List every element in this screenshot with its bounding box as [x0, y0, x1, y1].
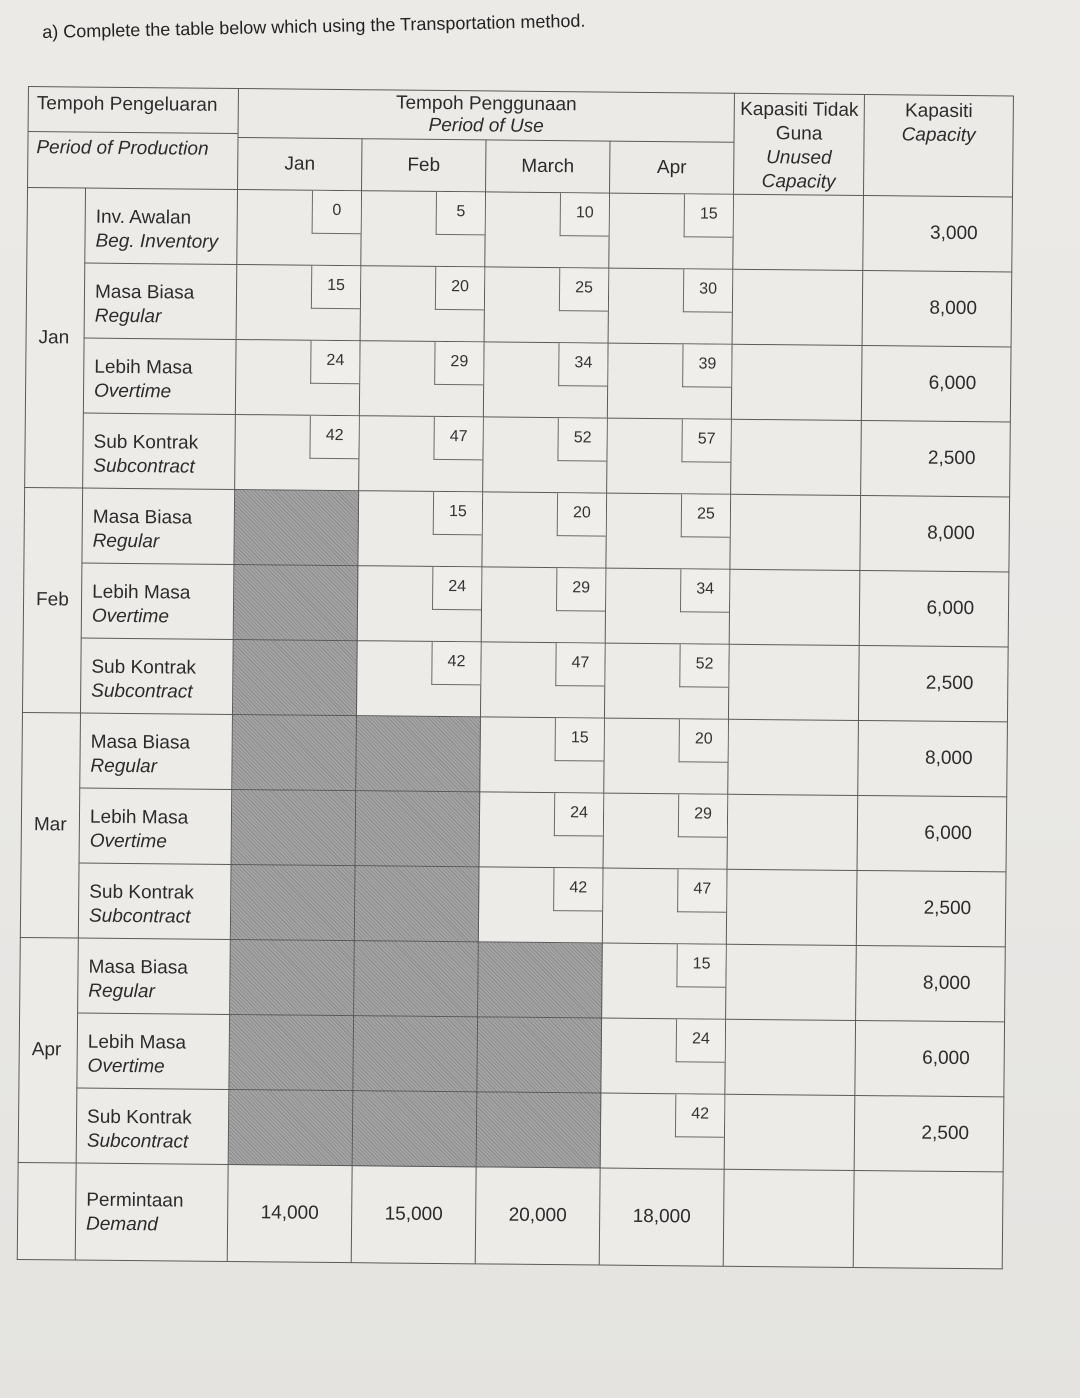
unit-cost-box: 20: [557, 493, 606, 536]
unused-label-ms-1: Kapasiti Tidak: [740, 98, 859, 121]
allocation-cell-march: [479, 792, 604, 868]
allocation-cell-feb: [360, 266, 485, 342]
source-label-ms: Masa Biasa: [88, 956, 188, 979]
production-period-header: [28, 87, 239, 190]
unit-cost-box: 29: [434, 342, 483, 385]
capacity-value: 8,000: [862, 271, 1012, 347]
demand-row: [17, 1162, 1003, 1268]
blocked-cell: [352, 1091, 477, 1167]
unit-cost-box: 52: [679, 644, 728, 687]
allocation-cell-feb: [359, 416, 484, 492]
production-label-en: Period of Production: [36, 137, 209, 160]
allocation-cell-apr: [602, 868, 727, 944]
unused-capacity-cell: [731, 419, 862, 495]
blocked-cell: [234, 490, 359, 566]
allocation-cell-apr: [606, 493, 731, 569]
unit-cost-box: 42: [431, 642, 480, 685]
capacity-value: 8,000: [860, 496, 1010, 572]
instruction-text: a) Complete the table below which using the Transportation method.: [42, 10, 586, 42]
blocked-cell: [230, 939, 355, 1015]
blocked-cell: [228, 1089, 353, 1165]
period-label: Apr: [18, 937, 78, 1163]
source-label-en: Overtime: [91, 605, 170, 628]
source-label-en: Overtime: [93, 380, 172, 403]
month-header-march: March: [486, 140, 610, 193]
unit-cost-box: 52: [557, 418, 606, 461]
allocation-cell-feb: [358, 491, 483, 567]
demand-label-ms: Permintaan: [86, 1189, 184, 1212]
source-label-ms: Lebih Masa: [92, 581, 191, 604]
allocation-cell-apr: [600, 1093, 725, 1169]
source-label-en: Regular: [90, 755, 158, 778]
source-label-en: Subcontract: [88, 905, 191, 928]
source-label-ms: Inv. Awalan: [95, 206, 192, 229]
allocation-cell-feb: [359, 341, 484, 417]
unit-cost-box: 24: [432, 567, 481, 610]
blocked-cell: [477, 1017, 602, 1093]
allocation-cell-jan: [237, 190, 362, 266]
unused-capacity-cell: [732, 269, 863, 345]
unused-capacity-cell: [729, 569, 860, 645]
unused-label-en-1: Unused: [766, 147, 832, 169]
period-of-use-header: [238, 89, 734, 143]
blocked-cell: [353, 1016, 478, 1092]
source-label-cell: [83, 338, 236, 414]
production-label-ms: Tempoh Pengeluaran: [36, 93, 218, 116]
allocation-cell-apr: [607, 418, 732, 494]
source-label-cell: [80, 638, 233, 714]
source-row: [27, 188, 1013, 272]
unit-cost-box: 42: [675, 1094, 724, 1137]
unused-capacity-cell: [725, 1019, 856, 1095]
source-label-ms: Masa Biasa: [92, 506, 193, 529]
transportation-table: [17, 86, 1014, 1269]
allocation-cell-march: [480, 642, 605, 718]
unit-cost-box: 57: [681, 419, 730, 462]
source-label-en: Beg. Inventory: [95, 230, 219, 253]
source-label-cell: [79, 788, 232, 864]
unit-cost-box: 30: [683, 269, 732, 312]
allocation-cell-march: [482, 492, 607, 568]
unit-cost-box: 24: [676, 1019, 725, 1062]
demand-value-jan: 14,000: [227, 1164, 352, 1262]
unit-cost-box: 10: [560, 193, 609, 236]
source-label-ms: Sub Kontrak: [89, 881, 194, 904]
unit-cost-box: 34: [558, 343, 607, 386]
demand-unused-cell: [723, 1169, 854, 1267]
source-label-cell: [78, 938, 231, 1014]
unused-capacity-cell: [726, 944, 857, 1020]
allocation-cell-feb: [356, 641, 481, 717]
source-row: [24, 487, 1010, 571]
blocked-cell: [476, 1092, 601, 1168]
allocation-cell-march: [483, 417, 608, 493]
capacity-label-ms: Kapasiti: [904, 100, 973, 123]
blocked-cell: [354, 866, 479, 942]
blocked-cell: [232, 714, 357, 790]
unit-cost-box: 24: [310, 341, 359, 384]
source-label-en: Subcontract: [86, 1130, 189, 1153]
capacity-header: [864, 95, 1014, 197]
source-label-ms: Sub Kontrak: [93, 431, 199, 454]
capacity-value: 2,500: [854, 1095, 1004, 1171]
allocation-cell-jan: [235, 415, 360, 491]
use-label-en: Period of Use: [428, 114, 544, 137]
source-label-en: Regular: [92, 530, 160, 553]
month-header-jan: Jan: [238, 138, 362, 191]
source-label-en: Overtime: [87, 1055, 165, 1078]
source-label-ms: Lebih Masa: [87, 1031, 187, 1054]
unused-capacity-cell: [731, 344, 862, 420]
unit-cost-box: 20: [679, 719, 728, 762]
blocked-cell: [354, 941, 479, 1017]
capacity-value: 8,000: [856, 945, 1006, 1021]
demand-capacity-cell: [853, 1170, 1003, 1268]
month-header-feb: Feb: [362, 139, 486, 192]
source-label-ms: Sub Kontrak: [87, 1106, 192, 1129]
allocation-cell-march: [485, 192, 610, 268]
source-row: [26, 262, 1012, 346]
allocation-cell-march: [484, 267, 609, 343]
month-header-apr: Apr: [609, 142, 734, 195]
blocked-cell: [229, 1014, 354, 1090]
source-label-cell: [85, 188, 238, 264]
source-label-cell: [76, 1088, 229, 1164]
blocked-cell: [230, 864, 355, 940]
unused-capacity-cell: [728, 719, 859, 795]
blocked-cell: [356, 716, 481, 792]
capacity-value: 6,000: [855, 1020, 1005, 1096]
source-row: [19, 1012, 1005, 1096]
unit-cost-box: 15: [555, 718, 604, 761]
source-row: [21, 787, 1007, 871]
allocation-cell-apr: [601, 1018, 726, 1094]
blocked-cell: [478, 942, 603, 1018]
demand-value-apr: 18,000: [599, 1168, 724, 1266]
source-row: [22, 637, 1008, 721]
source-row: [25, 412, 1011, 496]
unused-capacity-cell: [726, 869, 857, 945]
unused-capacity-cell: [730, 494, 861, 570]
unused-capacity-cell: [724, 1094, 855, 1170]
source-label-ms: Masa Biasa: [90, 731, 191, 754]
capacity-value: 3,000: [863, 196, 1013, 272]
demand-value-march: 20,000: [475, 1167, 600, 1265]
capacity-label-en: Capacity: [901, 124, 976, 147]
allocation-cell-apr: [608, 268, 733, 344]
unit-cost-box: 29: [556, 568, 605, 611]
source-label-cell: [84, 263, 237, 339]
unit-cost-box: 15: [433, 492, 482, 535]
demand-label-en: Demand: [85, 1213, 159, 1236]
source-row: [18, 1087, 1004, 1171]
blocked-cell: [355, 791, 480, 867]
source-label-en: Subcontract: [93, 455, 195, 478]
allocation-cell-march: [481, 567, 606, 643]
period-label: Feb: [22, 487, 82, 713]
unit-cost-box: 15: [311, 266, 360, 309]
unused-label-en-2: Capacity: [761, 171, 836, 193]
blocked-cell: [233, 564, 358, 640]
capacity-value: 6,000: [861, 346, 1011, 422]
allocation-cell-march: [480, 717, 605, 793]
unused-capacity-cell: [733, 194, 864, 270]
unit-cost-box: 25: [681, 494, 730, 537]
unused-capacity-header: [734, 93, 865, 195]
demand-period-cell: [17, 1162, 76, 1260]
allocation-cell-feb: [361, 191, 486, 267]
source-label-en: Regular: [88, 980, 155, 1003]
unit-cost-box: 15: [676, 944, 725, 987]
demand-label-cell: [75, 1163, 228, 1261]
unit-cost-box: 47: [555, 643, 604, 686]
unit-cost-box: 42: [309, 416, 358, 459]
source-label-ms: Lebih Masa: [94, 356, 193, 379]
unit-cost-box: 24: [554, 793, 603, 836]
capacity-value: 6,000: [857, 795, 1007, 871]
source-row: [22, 712, 1008, 796]
source-label-ms: Sub Kontrak: [91, 656, 197, 679]
allocation-cell-apr: [603, 793, 728, 869]
allocation-cell-apr: [604, 643, 729, 719]
allocation-cell-apr: [609, 193, 734, 269]
demand-value-feb: 15,000: [351, 1166, 476, 1264]
allocation-cell-feb: [357, 566, 482, 642]
source-label-en: Subcontract: [91, 680, 193, 703]
source-label-cell: [82, 488, 235, 564]
source-label-en: Regular: [94, 305, 162, 328]
blocked-cell: [231, 789, 356, 865]
source-label-cell: [83, 413, 236, 489]
unit-cost-box: 15: [684, 194, 733, 237]
source-label-en: Overtime: [89, 830, 167, 853]
capacity-value: 2,500: [856, 870, 1006, 946]
unit-cost-box: 47: [433, 417, 482, 460]
allocation-cell-jan: [235, 340, 360, 416]
period-label: Mar: [20, 712, 80, 938]
unit-cost-box: 0: [312, 191, 361, 234]
allocation-cell-apr: [604, 718, 729, 794]
unused-label-ms-2: Guna: [775, 123, 823, 145]
unit-cost-box: 42: [553, 868, 602, 911]
allocation-cell-jan: [236, 265, 361, 341]
source-row: [20, 937, 1006, 1021]
allocation-cell-apr: [605, 568, 730, 644]
source-label-cell: [78, 863, 231, 939]
blocked-cell: [232, 639, 357, 715]
unit-cost-box: 34: [680, 569, 729, 612]
unused-capacity-cell: [728, 644, 859, 720]
capacity-value: 6,000: [859, 571, 1009, 647]
unit-cost-box: 47: [677, 869, 726, 912]
source-label-cell: [77, 1013, 230, 1089]
unit-cost-box: 20: [435, 267, 484, 310]
source-row: [20, 862, 1006, 946]
source-label-cell: [81, 563, 234, 639]
allocation-cell-march: [483, 342, 608, 418]
allocation-cell-march: [478, 867, 603, 943]
allocation-cell-apr: [607, 343, 732, 419]
unit-cost-box: 29: [678, 794, 727, 837]
unit-cost-box: 5: [436, 192, 485, 235]
capacity-value: 2,500: [861, 421, 1011, 497]
allocation-cell-apr: [602, 943, 727, 1019]
unit-cost-box: 39: [682, 344, 731, 387]
capacity-value: 8,000: [858, 721, 1008, 797]
capacity-value: 2,500: [858, 646, 1008, 722]
source-label-ms: Masa Biasa: [94, 281, 195, 304]
source-label-cell: [80, 713, 233, 789]
unit-cost-box: 25: [559, 268, 608, 311]
period-label: Jan: [25, 188, 86, 489]
source-label-ms: Lebih Masa: [89, 806, 189, 829]
use-label-ms: Tempoh Penggunaan: [395, 92, 577, 116]
source-row: [25, 337, 1011, 421]
unused-capacity-cell: [727, 794, 858, 870]
source-row: [23, 562, 1009, 646]
